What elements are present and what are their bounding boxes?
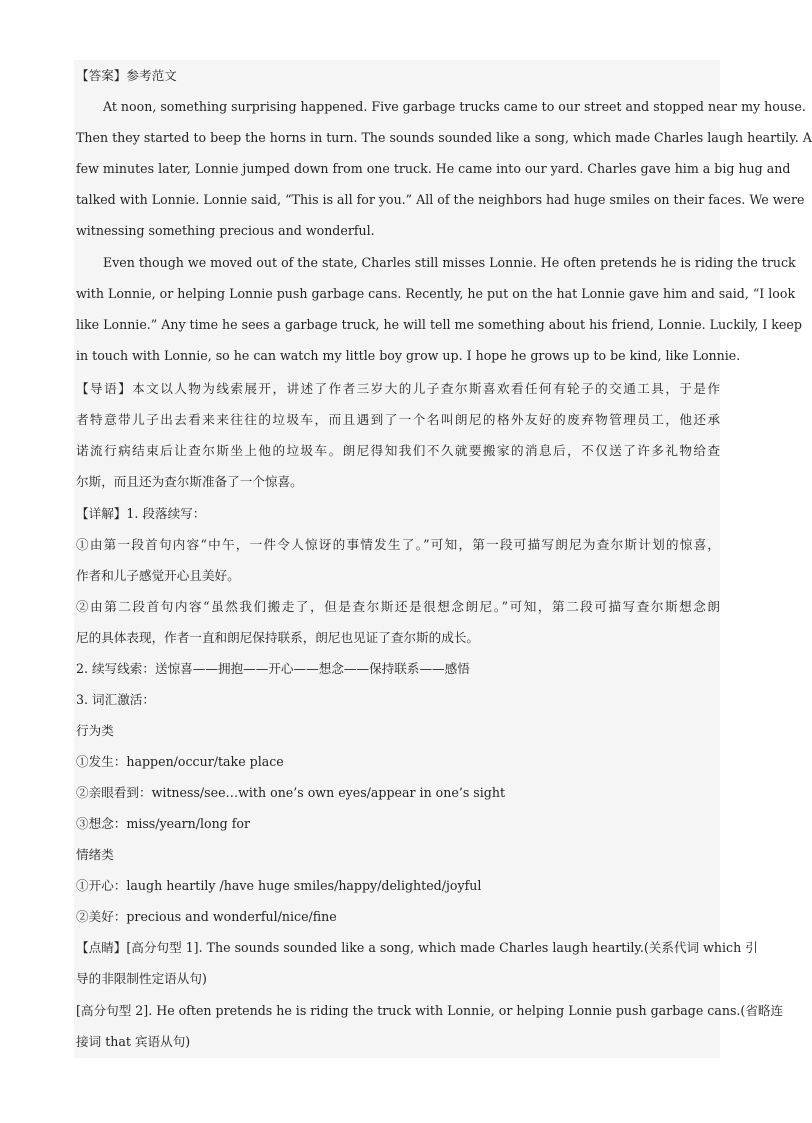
intro-paragraph-line: 尔斯，而且还为查尔斯准备了一个惊喜。 <box>76 474 303 489</box>
vocabulary-item: ③想念：miss/yearn/long for <box>76 816 251 831</box>
highlight-sentence-2-line: 接词 that 宾语从句) <box>76 1034 191 1049</box>
highlight-sentence-1-line: 导的非限制性定语从句) <box>76 971 207 986</box>
highlight-sentence-1-line: 【点睛】[高分句型 1]. The sounds sounded like a song, which made Charles laugh heartily.(关系代词 which 引 <box>76 940 758 955</box>
detail-item-1-line: ①由第一段首句内容“中午，一件令人惊讶的事情发生了。”可知，第一段可描写朗尼为查尔斯计划的惊喜， <box>76 537 720 552</box>
vocabulary-item: ②美好：precious and wonderful/nice/fine <box>76 909 337 924</box>
intro-paragraph-line: 【导语】本文以人物为线索展开，讲述了作者三岁大的儿子查尔斯喜欢看任何有轮子的交通工具，于是作 <box>76 381 720 396</box>
highlight-sentence-2-line: [高分句型 2]. He often pretends he is riding the truck with Lonnie, or helping Lonnie push garbage cans.(省略连 <box>76 1003 784 1018</box>
detail-item-1-line: 作者和儿子感觉开心且美好。 <box>76 568 240 583</box>
vocabulary-heading: 3. 词汇激活： <box>76 692 155 707</box>
essay-paragraph-1-line: At noon, something surprising happened. Five garbage trucks came to our street and stopped near my house. <box>103 99 806 114</box>
vocabulary-category-actions: 行为类 <box>76 723 114 738</box>
vocabulary-item: ①发生：happen/occur/take place <box>76 754 284 769</box>
essay-paragraph-2-line: like Lonnie.” Any time he sees a garbage truck, he will tell me something about his friend, Lonnie. Luckily, I keep <box>76 317 802 332</box>
essay-paragraph-1-line: talked with Lonnie. Lonnie said, “This is all for you.” All of the neighbors had huge smiles on their faces. We were <box>76 192 805 207</box>
vocabulary-item: ①开心：laugh heartily /have huge smiles/happy/delighted/joyful <box>76 878 482 893</box>
detail-item-2-line: ②由第二段首句内容“虽然我们搬走了，但是查尔斯还是很想念朗尼。”可知，第二段可描写查尔斯想念朗 <box>76 599 720 614</box>
answer-heading: 【答案】参考范文 <box>76 68 177 83</box>
essay-paragraph-2-line: in touch with Lonnie, so he can watch my little boy grow up. I hope he grows up to be kind, like Lonnie. <box>76 348 741 363</box>
detail-heading: 【详解】1. 段落续写： <box>76 506 206 521</box>
vocabulary-item: ②亲眼看到：witness/see…with one’s own eyes/appear in one’s sight <box>76 785 506 800</box>
essay-paragraph-2-line: Even though we moved out of the state, Charles still misses Lonnie. He often pretends he is riding the truck <box>103 255 796 270</box>
intro-paragraph-line: 诺流行病结束后让查尔斯坐上他的垃圾车。朗尼得知我们不久就要搬家的消息后，不仅送了许多礼物给查 <box>76 443 720 458</box>
essay-paragraph-1-line: witnessing something precious and wonderful. <box>76 223 375 238</box>
essay-paragraph-1-line: few minutes later, Lonnie jumped down from one truck. He came into our yard. Charles gave him a big hug and <box>76 161 791 176</box>
essay-paragraph-2-line: with Lonnie, or helping Lonnie push garbage cans. Recently, he put on the hat Lonnie gave him and said, “I look <box>76 286 796 301</box>
detail-item-2-line: 尼的具体表现，作者一直和朗尼保持联系，朗尼也见证了查尔斯的成长。 <box>76 630 479 645</box>
writing-clues: 2. 续写线索：送惊喜——拥抱——开心——想念——保持联系——感悟 <box>76 661 470 676</box>
essay-paragraph-1-line: Then they started to beep the horns in turn. The sounds sounded like a song, which made Charles laugh heartily. A <box>76 130 812 145</box>
intro-paragraph-line: 者特意带儿子出去看来来往往的垃圾车，而且遇到了一个名叫朗尼的格外友好的废弃物管理员工，他还承 <box>76 412 720 427</box>
vocabulary-category-emotions: 情绪类 <box>76 847 114 862</box>
